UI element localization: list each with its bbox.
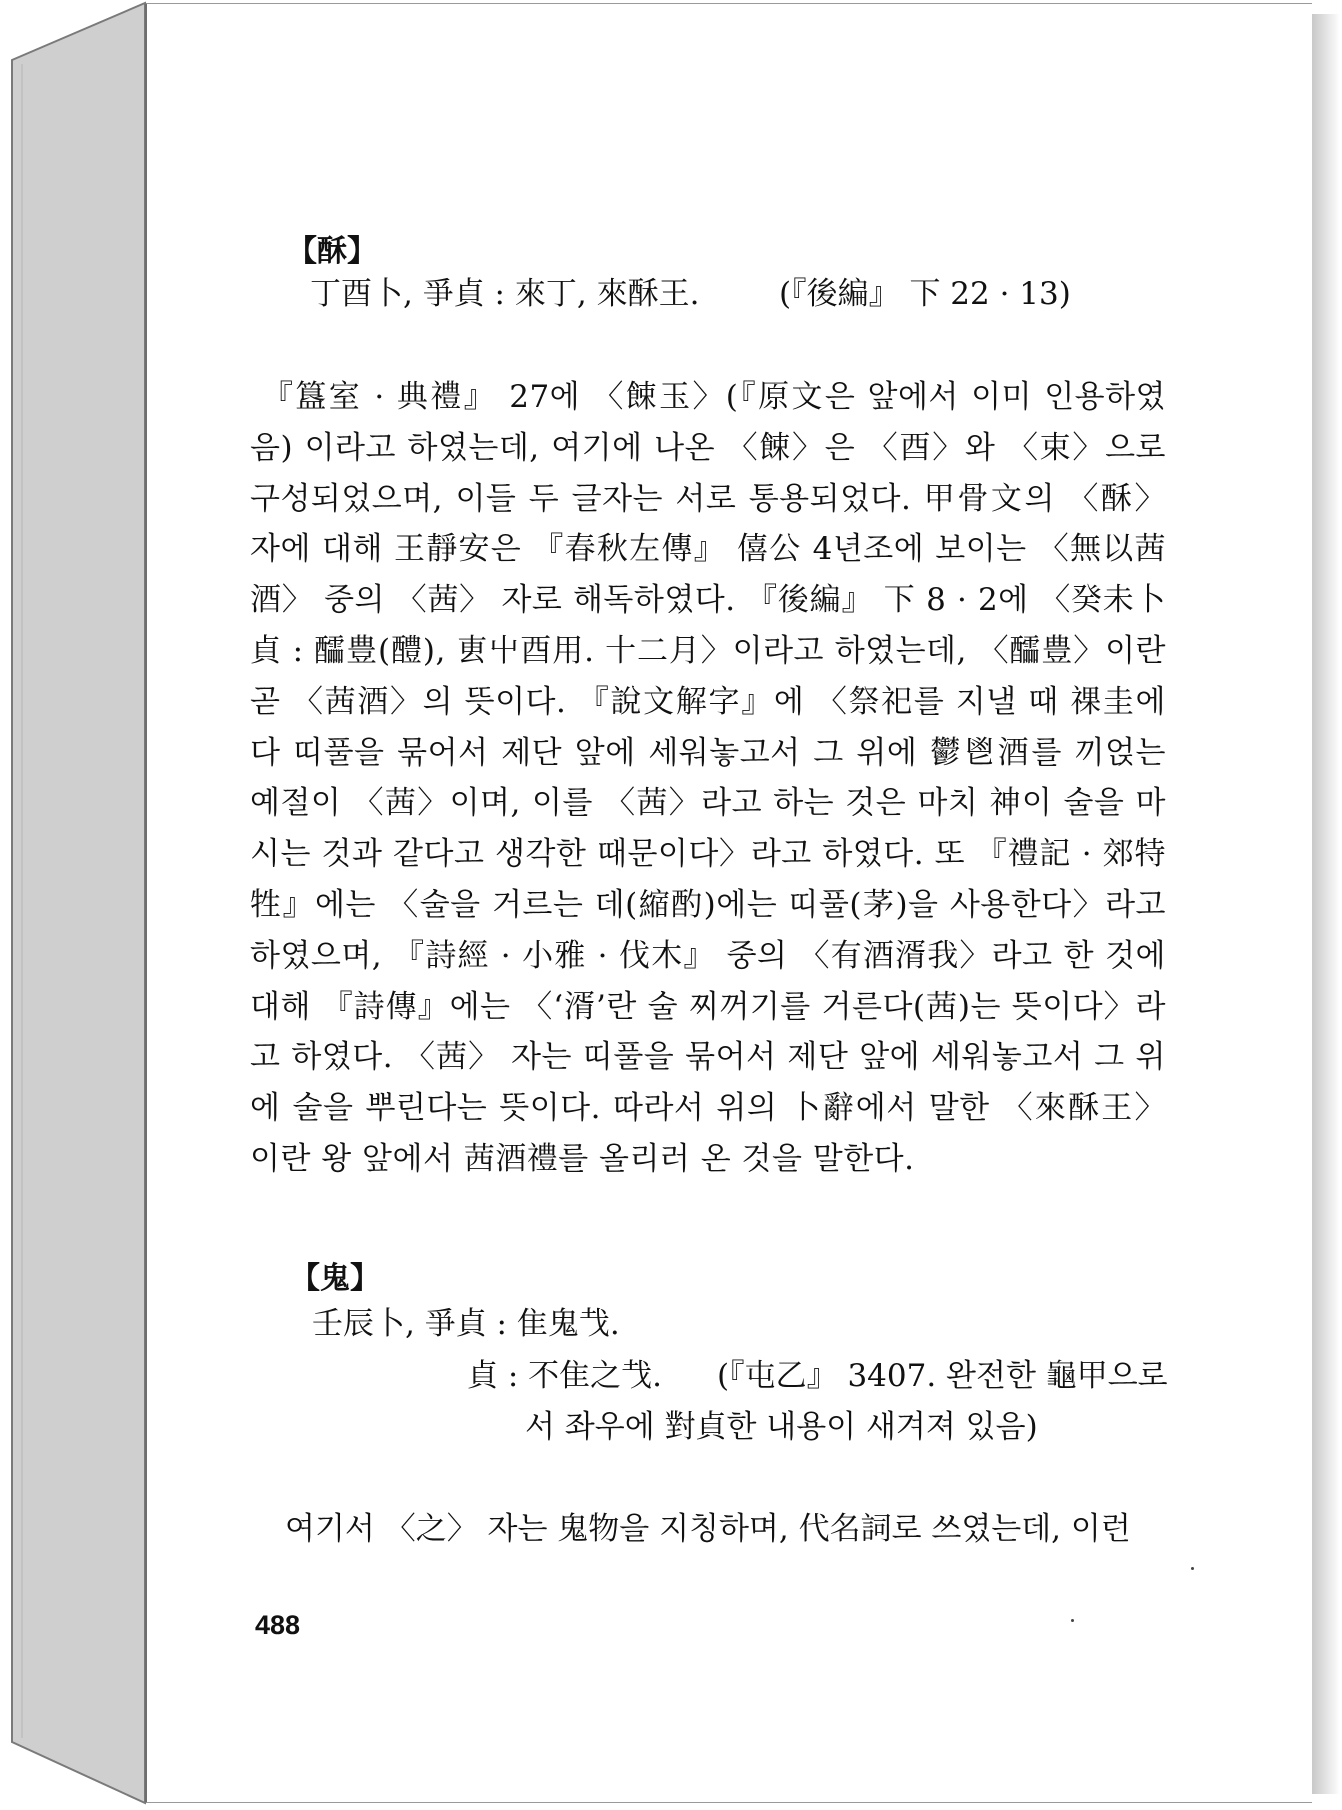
inscription-source-su: (『後編』 下 22 · 13) — [779, 276, 1071, 312]
section-heading-su: 【酥】 — [287, 234, 377, 269]
inscription-source-gui-line2: 서 좌우에 對貞한 내용이 새겨져 있음) — [525, 1409, 1038, 1445]
print-speck — [1071, 1619, 1074, 1622]
book-page — [145, 3, 1312, 1803]
print-speck — [1191, 1567, 1194, 1570]
inscription-su: 丁酉卜, 爭貞 : 來丁, 來酥王. — [310, 276, 700, 312]
inscription-gui-2: 貞 : 不隹之𢦏. — [467, 1358, 663, 1394]
inscription-gui-1: 壬辰卜, 爭貞 : 隹鬼𢦏. — [312, 1306, 620, 1342]
page-number: 488 — [255, 1610, 301, 1640]
section-heading-gui: 【鬼】 — [290, 1261, 380, 1296]
page-content — [147, 4, 1312, 1802]
commentary-paragraph-gui: 여기서 〈之〉 자는 鬼物을 지칭하며, 代名詞로 쓰였는데, 이런 — [285, 1511, 1131, 1547]
commentary-paragraph-su: 『簋室 · 典禮』 27에 〈餗玉〉(『原文은 앞에서 이미 인용하였음) 이라고 하였는데, 여기에 나온 〈餗〉은 〈酉〉와 〈束〉으로 구성되었으며, 이들 두 글자는 서로 통용되었다. 甲骨文의 〈酥〉 자에 대해 王靜安은 『春秋左傳』 僖公 4년조에 보이는 〈無以茜酒〉 중의 〈茜〉 자로 해독하였다. 『後編』 下 8 · 2에 〈癸未卜貞 : 醽豊(醴), 叀屮酉用. 十二月〉이라고 하였는데, 〈醽豊〉이란 곧 〈茜酒〉의 뜻이다. 『說文解字』에 〈祭祀를 지낼 때 祼圭에다 띠풀을 묶어서 제단 앞에 세워놓고서 그 위에 鬱鬯酒를 끼얹는 예절이 〈茜〉이며, 이를 〈茜〉라고 하는 것은 마치 神이 술을 마시는 것과 같다고 생각한 때문이다〉라고 하였다. 또 『禮記 · 郊特牲』에는 〈술을 거르는 데(縮酌)에는 띠풀(茅)을 사용한다〉라고 하였으며, 『詩經 · 小雅 · 伐木』 중의 〈有酒湑我〉라고 한 것에 대해 『詩傳』에는 〈‘湑’란 술 찌꺼기를 거른다(茜)는 뜻이다〉라고 하였다. 〈茜〉 자는 띠풀을 묶어서 제단 앞에 세워놓고서 그 위에 술을 뿌린다는 뜻이다. 따라서 위의 卜辭에서 말한 〈來酥王〉이란 왕 앞에서 茜酒禮를 올리러 온 것을 말한다. — [250, 379, 1166, 1177]
inscription-source-gui-line1: (『屯乙』 3407. 완전한 龜甲으로 — [717, 1358, 1168, 1394]
